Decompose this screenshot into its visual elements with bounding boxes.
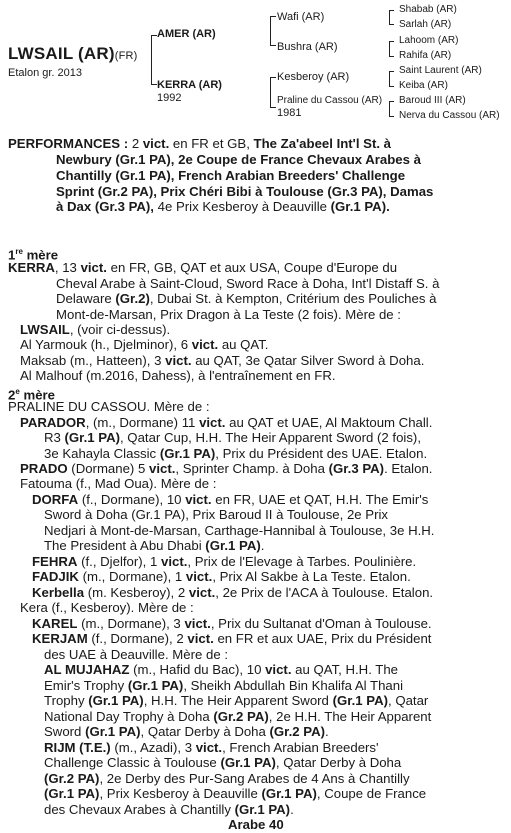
horse-name: [8, 44, 138, 64]
text: , 2e H.H. The Heir Apparent: [268, 709, 432, 724]
horse-description: Etalon gr. 2013: [8, 67, 83, 79]
gen3-dds: Baroud III (AR): [399, 95, 466, 106]
vict: vict.: [191, 337, 219, 352]
text: . Etalon.: [384, 461, 433, 476]
text: (m., Azadi), 3: [114, 740, 193, 755]
vict: vict.: [185, 569, 213, 584]
horse-name: KAREL: [32, 616, 78, 631]
grade: (Gr.1 PA): [88, 693, 144, 708]
fehra-line: [32, 554, 416, 570]
horse-country: (FR): [114, 50, 138, 62]
vict: vict.: [199, 415, 226, 430]
dam-dam-year: 1981: [277, 107, 302, 119]
text: Maksab (m., Hatteen), 3: [20, 353, 162, 368]
bracket-line: [389, 24, 394, 25]
grade: (Gr.2): [115, 291, 150, 306]
bracket-line: [389, 56, 394, 57]
bracket-line: [389, 41, 394, 42]
text: .: [290, 802, 294, 817]
heading-num: 1: [8, 247, 16, 263]
dorfa-line-3: Nedjari à Mont-de-Marsan, Carthage-Hannibal à Toulouse, 3e H.H.: [44, 523, 435, 538]
bracket-line: [270, 16, 276, 17]
perf-label: PERFORMANCES :: [8, 136, 129, 151]
praline-line: PRALINE DU CASSOU. Mère de :: [8, 399, 210, 414]
text: , (m., Dormane) 11: [85, 415, 196, 430]
bracket-line: [389, 71, 394, 72]
gen3-dsd: Keiba (AR): [399, 80, 448, 91]
perf-vict: vict.: [142, 136, 170, 151]
sire-name: AMER (AR): [157, 28, 216, 40]
bracket-line: [389, 41, 390, 56]
dorfa-line-1: [32, 492, 428, 508]
perf-race-plain: 4e Prix Kesberoy à Deauville: [157, 199, 327, 214]
text: , Prix Al Sakbe à La Teste. Etalon.: [212, 569, 411, 584]
horse-name: LWSAIL: [20, 322, 70, 337]
gen3-ssd: Sarlah (AR): [399, 19, 452, 30]
perf-line-2: Newbury (Gr.1 PA), 2e Coupe de France Chevaux Arabes à: [56, 152, 421, 167]
mujahaz-line-2: [44, 678, 403, 694]
vict: vict.: [188, 585, 216, 600]
text: , Prix Kesberoy à Deauville: [99, 786, 258, 801]
mujahaz-line-3: [44, 693, 428, 709]
perf-wins: 2: [131, 136, 140, 151]
perf-line-5: [56, 199, 390, 215]
vict: vict.: [195, 740, 223, 755]
heading-sup: e: [15, 387, 20, 396]
perf-countries: en FR et GB,: [172, 136, 250, 151]
text: Delaware: [56, 291, 112, 306]
kerra-line-4: Mont-de-Marsan, Prix Dragon à La Teste (2 fois). Mère de :: [56, 307, 401, 322]
lwsail-line: [20, 322, 170, 338]
perf-race: The Za'abeel Int'l St. à: [253, 136, 391, 151]
vict: vict.: [184, 616, 211, 631]
fatouma-line: Fatouma (f., Mad Oua). Mère de :: [20, 476, 217, 491]
text: , 2e Prix de l'ACA à Toulouse. Etalon.: [215, 585, 434, 600]
perf-race: à Dax (Gr.3 PA),: [56, 199, 154, 214]
text: (m., Hafid du Bac), 10: [133, 662, 262, 677]
horse-name: FADJIK: [32, 569, 79, 584]
heading-label: mère: [23, 387, 55, 403]
text: , Prix du Sultanat d'Oman à Toulouse.: [210, 616, 432, 631]
horse-name: FEHRA: [32, 554, 78, 569]
grade: (Gr.1 PA): [127, 678, 184, 693]
kerbella-line: [32, 585, 433, 601]
text: (Dormane) 5: [71, 461, 146, 476]
text: au QAT.: [221, 337, 269, 352]
text: au QAT, H.H. The: [295, 662, 399, 677]
dam-sire: Kesberoy (AR): [277, 71, 350, 83]
text: , Dubai St. à Kempton, Critérium des Pouliches à: [149, 291, 437, 306]
text: , Coupe de France: [316, 786, 427, 801]
fadjik-line: [32, 569, 411, 585]
grade: (Gr.1 PA): [205, 538, 261, 553]
bracket-line: [270, 77, 276, 78]
grade: (Gr.1 PA): [234, 802, 291, 817]
horse-name: AL MUJAHAZ: [44, 662, 130, 677]
text: .: [324, 724, 329, 739]
grade: (Gr.2 PA): [269, 724, 325, 739]
text: (m., Dormane), 1: [82, 569, 183, 584]
mujahaz-line-5: [44, 724, 329, 740]
heading-label: mère: [26, 247, 59, 263]
kerjam-line-2: des UAE à Deauville. Mère de :: [44, 647, 228, 662]
mujahaz-line-1: [44, 662, 398, 678]
grade: (Gr.1 PA): [44, 786, 100, 801]
gen3-sds: Lahoom (AR): [399, 35, 459, 46]
rijm-line-3: [44, 771, 410, 787]
grade: (Gr.1 PA): [220, 755, 276, 770]
bracket-line: [389, 101, 394, 102]
text: , Qatar Derby à Doha: [140, 724, 266, 739]
gen3-sss: Shabab (AR): [399, 4, 457, 15]
bracket-line: [151, 35, 152, 84]
gen3-sdd: Rahifa (AR): [399, 50, 452, 61]
text: , 2e Derby des Pur-Sang Arabes de 4 Ans à Chantilly: [99, 771, 410, 786]
vict: vict.: [161, 554, 188, 569]
grade: (Gr.1 PA): [332, 693, 389, 708]
grade: (Gr.1 PA): [85, 724, 141, 739]
text: National Day Trophy à Doha: [44, 709, 210, 724]
text: au QAT, 3e Qatar Silver Sword à Doha.: [195, 353, 425, 368]
text: (m., Dormane), 3: [81, 616, 181, 631]
vict: vict.: [187, 631, 214, 646]
heading-num: 2: [8, 387, 16, 403]
text: , Sheikh Abdullah Bin Khalifa Al Thani: [183, 678, 404, 693]
text: .: [260, 538, 265, 553]
dorfa-line-4: [44, 538, 264, 554]
parador-line-1: [20, 415, 432, 431]
text: des Chevaux Arabes à Chantilly: [44, 802, 231, 817]
dam-year: 1992: [157, 92, 182, 104]
text: , Prix du Président des UAE. Etalon.: [215, 446, 428, 461]
grade: (Gr.1 PA): [64, 430, 120, 445]
bracket-line: [389, 10, 390, 24]
perf-line-4: Sprint (Gr.2 PA), Prix Chéri Bibi à Toulouse (Gr.3 PA), Damas: [56, 184, 434, 199]
text: , French Arabian Breeders': [222, 740, 379, 755]
heading-sup: re: [15, 247, 23, 256]
perf-line-1: [8, 136, 501, 152]
kera-line: Kera (f., Kesberoy). Mère de :: [20, 600, 194, 615]
prado-line: [20, 461, 432, 477]
text: Sword: [44, 724, 82, 739]
bracket-line: [270, 107, 276, 108]
text: (m. Kesberoy), 2: [87, 585, 186, 600]
gen3-dss: Saint Laurent (AR): [399, 65, 482, 76]
vict: vict.: [80, 260, 107, 275]
rijm-line-1: [44, 740, 379, 756]
horse-name: PRADO: [20, 461, 68, 476]
kerra-line-1: [8, 260, 397, 276]
bracket-line: [270, 77, 271, 107]
text: 3e Kahayla Classic: [44, 446, 157, 461]
text: , Sprinter Champ. à Doha: [175, 461, 325, 476]
cut-off-line: Arabe 40: [228, 817, 284, 832]
grade: (Gr.2 PA): [213, 709, 269, 724]
rijm-line-2: [44, 755, 401, 771]
dam-name: KERRA: [8, 260, 55, 275]
vict: vict.: [165, 353, 192, 368]
rijm-line-5: [44, 802, 294, 818]
dam-dam: Praline du Cassou (AR): [277, 95, 383, 106]
grade: (Gr.3 PA): [328, 461, 385, 476]
text: au QAT et UAE, Al Maktoum Chall.: [229, 415, 433, 430]
grade: (Gr.2 PA): [44, 771, 100, 786]
text: , Qatar Cup, H.H. The Heir Apparent Sword (2 fois),: [119, 430, 421, 445]
vict: vict.: [265, 662, 292, 677]
text: The President à Abu Dhabi: [44, 538, 202, 553]
bracket-line: [389, 86, 394, 87]
text: (f., Dormane), 2: [91, 631, 184, 646]
rijm-line-4: [44, 786, 426, 802]
text: , H.H. The Heir Apparent Sword: [143, 693, 329, 708]
gen3-ddd: Nerva du Cassou (AR): [399, 110, 500, 121]
karel-line: [32, 616, 432, 632]
parador-line-3: [44, 446, 427, 462]
bracket-line: [270, 16, 271, 45]
sire-sire: Wafi (AR): [277, 11, 325, 23]
text: (f., Djelfor), 1: [81, 554, 158, 569]
text: , Qatar: [388, 693, 429, 708]
text: (f., Dormane), 10: [81, 492, 182, 507]
dam-name: KERRA (AR): [157, 79, 222, 91]
vict: vict.: [185, 492, 212, 507]
text: , 13: [54, 260, 77, 275]
kerra-line-2: Cheval Arabe à Saint-Cloud, Sword Race à Doha, Int'l Distaff S. à: [56, 276, 440, 291]
perf-line-3: Chantilly (Gr.1 PA), French Arabian Breeders' Challenge: [56, 168, 406, 183]
text: Emir's Trophy: [44, 678, 125, 693]
text: Challenge Classic à Toulouse: [44, 755, 217, 770]
malhouf-line: Al Malhouf (m.2016, Dahess), à l'entraînement en FR.: [20, 368, 336, 383]
text: , Prix de l'Elevage à Tarbes. Poulinière.: [187, 554, 417, 569]
text: Trophy: [44, 693, 85, 708]
bracket-line: [270, 45, 276, 46]
horse-name: Kerbella: [32, 585, 85, 600]
grade: (Gr.1 PA): [261, 786, 317, 801]
horse-name: KERJAM: [32, 631, 88, 646]
maksab-line: [20, 353, 424, 369]
kerra-line-3: [56, 291, 436, 307]
sire-dam: Bushra (AR): [277, 41, 338, 53]
bracket-line: [389, 71, 390, 86]
yarmouk-line: [20, 337, 268, 353]
text: R3: [44, 430, 61, 445]
horse-name: RIJM (T.E.): [44, 740, 111, 755]
text: en FR, UAE et QAT, H.H. The Emir's: [215, 492, 429, 507]
text: en FR et aux UAE, Prix du Président: [217, 631, 432, 646]
bracket-line: [389, 10, 394, 11]
vict: vict.: [149, 461, 176, 476]
parador-line-2: [44, 430, 421, 446]
text: , (voir ci-dessus).: [69, 322, 171, 337]
horse-name: PARADOR: [20, 415, 86, 430]
kerjam-line-1: [32, 631, 431, 647]
horse-name-text: LWSAIL (AR): [8, 44, 115, 63]
perf-grade: (Gr.1 PA).: [330, 199, 390, 214]
bracket-line: [389, 101, 390, 116]
horse-name: DORFA: [32, 492, 79, 507]
text: , Qatar Derby à Doha: [275, 755, 402, 770]
dorfa-line-2: Sword à Doha (Gr.1 PA), Prix Baroud II à Toulouse, 2e Prix: [44, 507, 389, 522]
text: en FR, GB, QAT et aux USA, Coupe d'Europe du: [110, 260, 398, 275]
mujahaz-line-4: [44, 709, 431, 725]
bracket-line: [389, 116, 394, 117]
text: Al Yarmouk (h., Djelminor), 6: [20, 337, 189, 352]
grade: (Gr.1 PA): [159, 446, 216, 461]
